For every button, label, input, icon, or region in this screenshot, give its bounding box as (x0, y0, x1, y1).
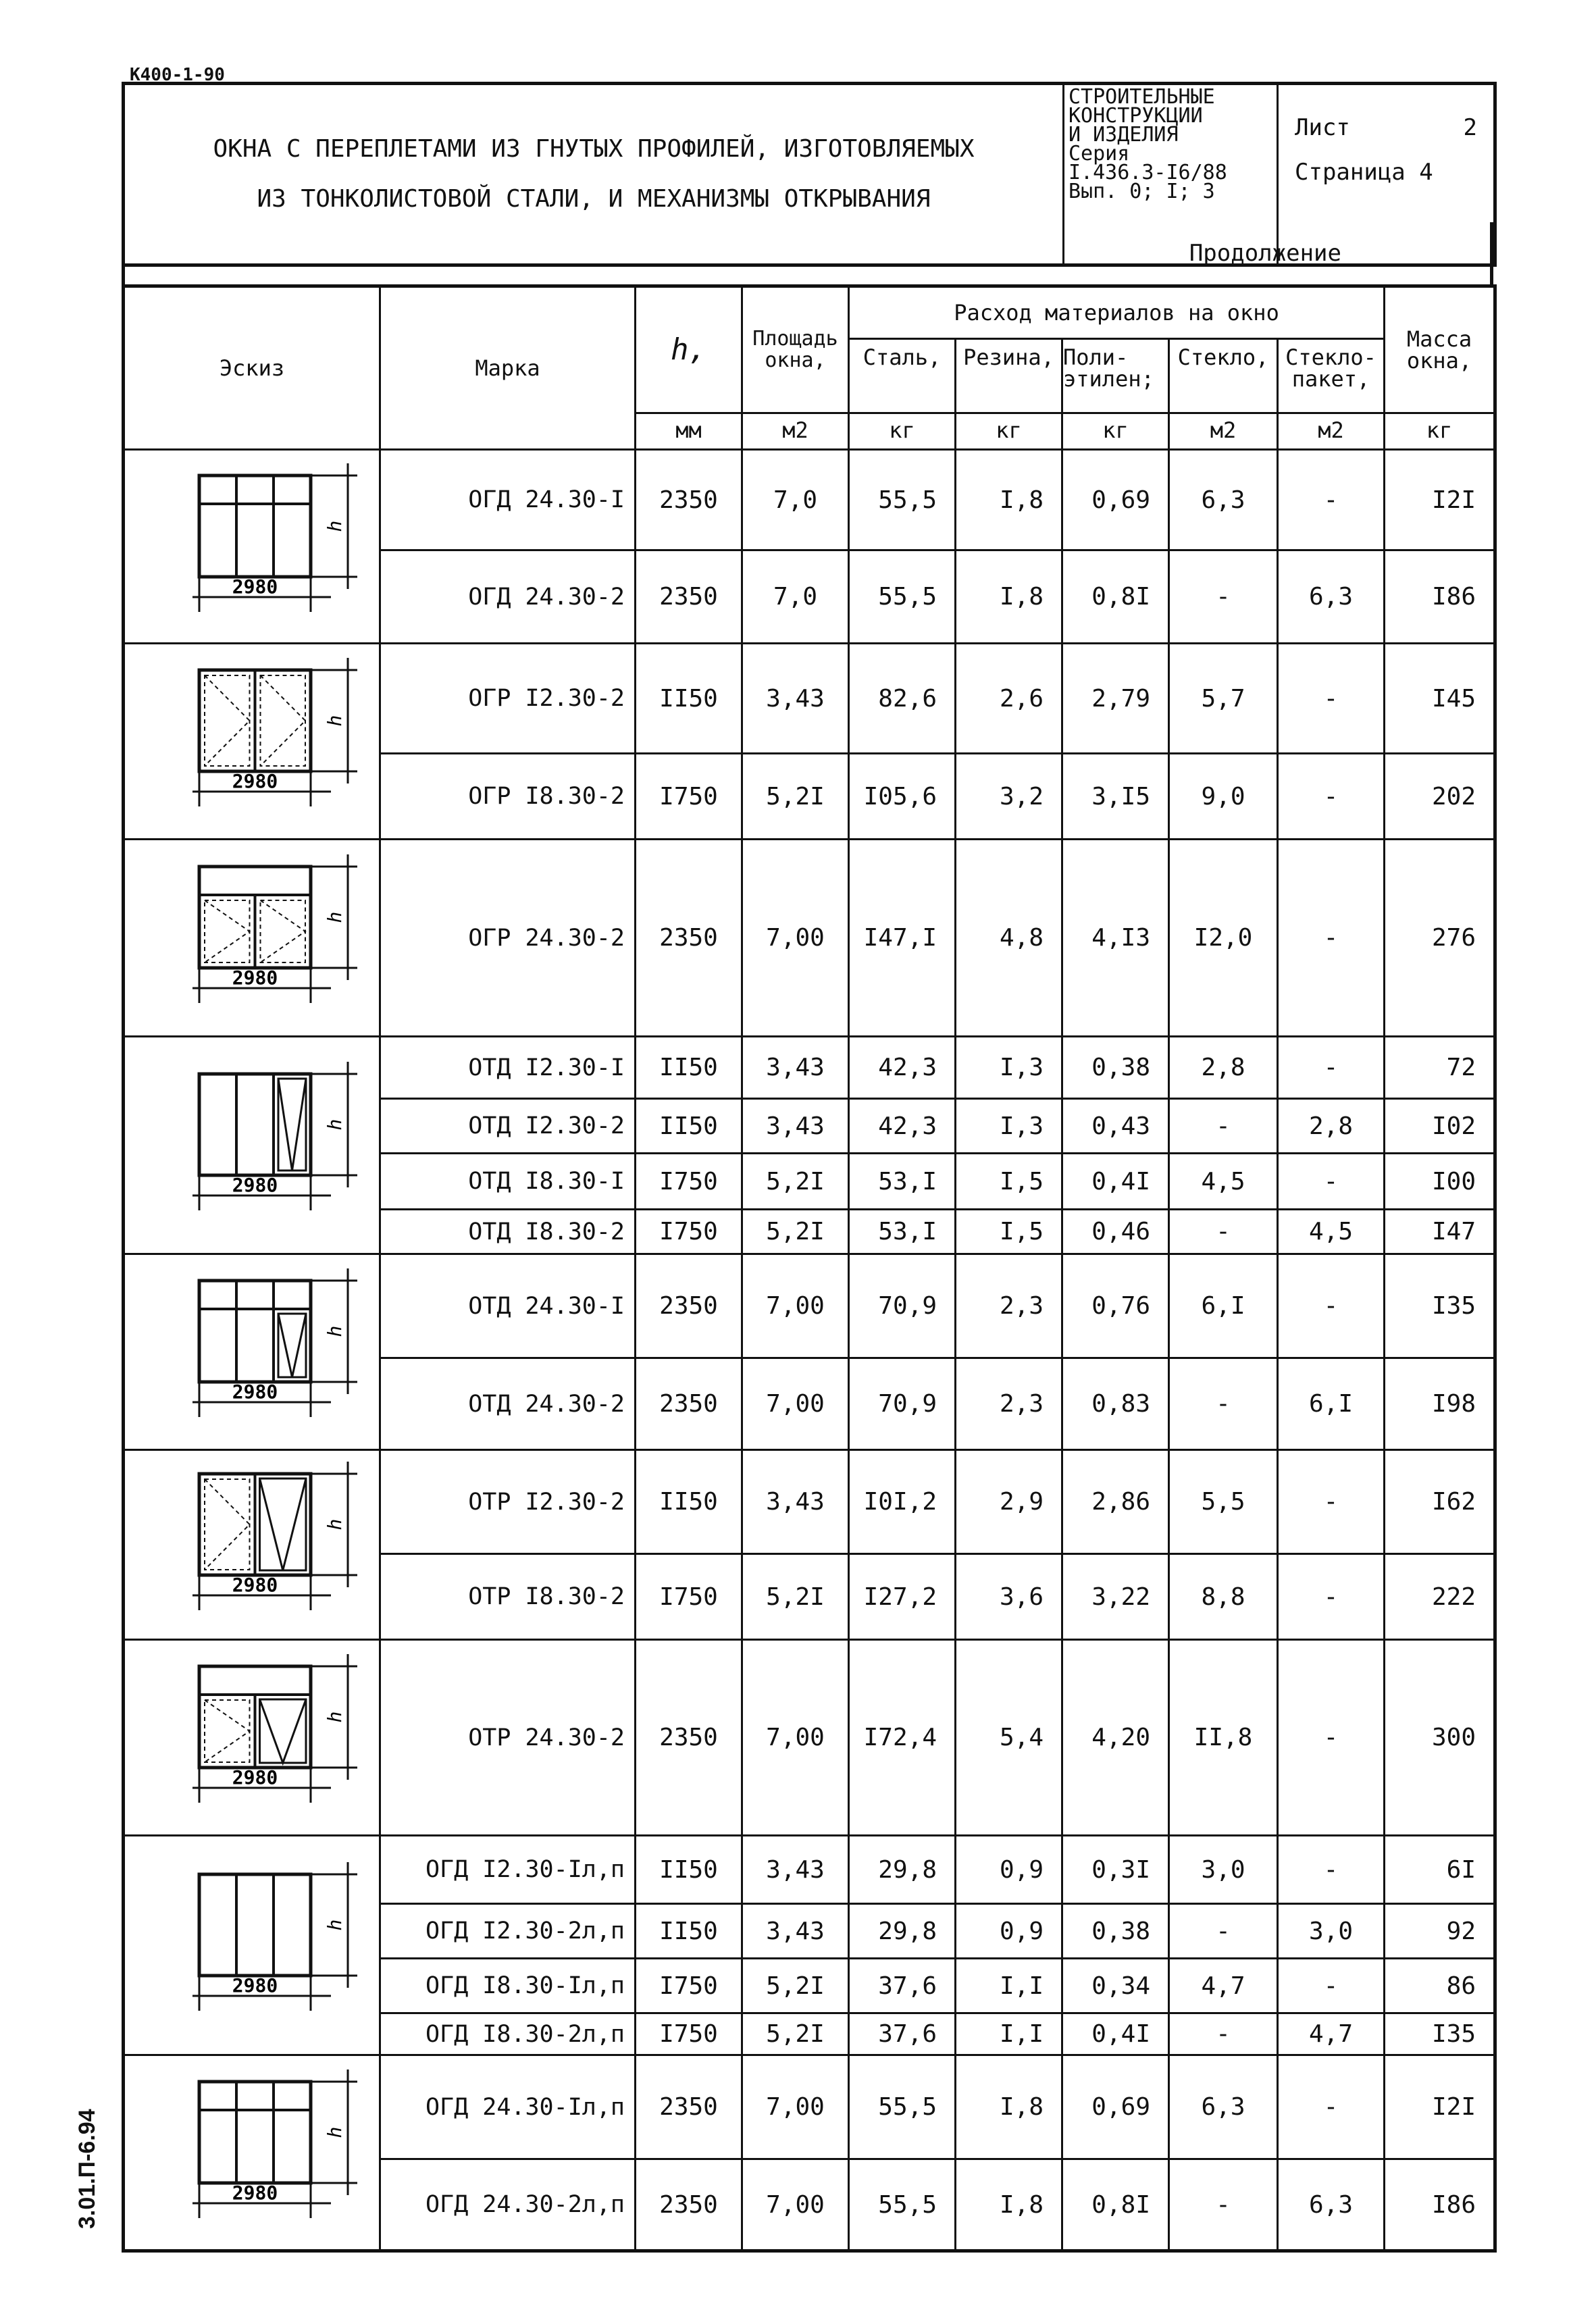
cell-area: 5,2I (742, 1210, 849, 1254)
cell-glazing-unit: - (1278, 754, 1385, 840)
cell-mass: I35 (1385, 1254, 1495, 1358)
cell-mass: 6I (1385, 1836, 1495, 1904)
sketch-cell (124, 2055, 380, 2251)
cell-mark: ОГД I8.30-2л,п (380, 2013, 636, 2055)
cell-mark: ОГР I2.30-2 (380, 644, 636, 754)
cell-h: I750 (636, 1210, 742, 1254)
header-steel: Сталь, (849, 339, 956, 413)
title-line-1: ОКНА С ПЕРЕПЛЕТАМИ ИЗ ГНУТЫХ ПРОФИЛЕЙ, ИЗГОТОВЛЯЕМЫХ (213, 135, 975, 163)
cell-steel: 55,5 (849, 2159, 956, 2251)
cell-glazing-unit: - (1278, 1554, 1385, 1640)
cell-glass: - (1169, 1099, 1278, 1154)
cell-mass: 222 (1385, 1554, 1495, 1640)
cell-h: 2350 (636, 2055, 742, 2159)
cell-area: 7,00 (742, 1254, 849, 1358)
cell-steel: 53,I (849, 1210, 956, 1254)
cell-polyethylene: 2,79 (1062, 644, 1169, 754)
cell-rubber: 3,2 (956, 754, 1062, 840)
cell-h: 2350 (636, 2159, 742, 2251)
cell-mark: ОТД 24.30-I (380, 1254, 636, 1358)
sketch-h-label: h (324, 2126, 346, 2138)
cell-mark: ОТР I8.30-2 (380, 1554, 636, 1640)
table-row (124, 1450, 1495, 1554)
cell-area: 5,2I (742, 1154, 849, 1210)
cell-glass: 9,0 (1169, 754, 1278, 840)
cell-steel: I0I,2 (849, 1450, 956, 1554)
cell-h: I750 (636, 1959, 742, 2013)
table-row (124, 1836, 1495, 1904)
cell-steel: 37,6 (849, 1959, 956, 2013)
cell-polyethylene: 3,22 (1062, 1554, 1169, 1640)
cell-mark: ОГД I2.30-2л,п (380, 1904, 636, 1959)
cell-glazing-unit: - (1278, 1254, 1385, 1358)
unit-kg: кг (849, 413, 956, 450)
header-materials: Расход материалов на окно (849, 286, 1385, 339)
cell-area: 5,2I (742, 1554, 849, 1640)
cell-polyethylene: 0,38 (1062, 1037, 1169, 1099)
sketch-cell (124, 1037, 380, 1254)
sketch-h-label: h (324, 911, 346, 923)
materials-table (122, 284, 1497, 2253)
sketch-cell (124, 1836, 380, 2055)
cell-glass: II,8 (1169, 1640, 1278, 1836)
sketch-h-label: h (324, 1711, 346, 1723)
cell-steel: 37,6 (849, 2013, 956, 2055)
sketch-cell (124, 1254, 380, 1450)
table-row (124, 2055, 1495, 2159)
unit-kg: кг (956, 413, 1062, 450)
series-line: Вып. 0; I; 3 (1069, 180, 1215, 203)
cell-mark: ОГД 24.30-2л,п (380, 2159, 636, 2251)
header-sketch: Эскиз (124, 286, 380, 450)
cell-area: 5,2I (742, 2013, 849, 2055)
cell-h: 2350 (636, 1640, 742, 1836)
cell-mass: I00 (1385, 1154, 1495, 1210)
cell-rubber: 0,9 (956, 1904, 1062, 1959)
window-3-transom-icon (125, 457, 382, 631)
cell-glazing-unit: - (1278, 1154, 1385, 1210)
sketch-width-label: 2980 (232, 1381, 278, 1403)
cell-glazing-unit: - (1278, 1959, 1385, 2013)
cell-mass: I62 (1385, 1450, 1495, 1554)
cell-glazing-unit: 6,3 (1278, 2159, 1385, 2251)
series-line: КОНСТРУКЦИИ (1069, 104, 1203, 128)
table-row (124, 1037, 1495, 1099)
sketch-cell (124, 1640, 380, 1836)
cell-mark: ОТД I8.30-I (380, 1154, 636, 1210)
cell-area: 7,00 (742, 2159, 849, 2251)
sketch-width-label: 2980 (232, 2181, 278, 2204)
cell-glazing-unit: - (1278, 1037, 1385, 1099)
cell-rubber: I,I (956, 2013, 1062, 2055)
continuation-row (122, 222, 1493, 284)
cell-mass: I35 (1385, 2013, 1495, 2055)
cell-polyethylene: 3,I5 (1062, 754, 1169, 840)
window-3-vent-icon (125, 1055, 382, 1229)
series-line: Серия (1069, 142, 1130, 165)
cell-glass: 5,5 (1169, 1450, 1278, 1554)
cell-mass: I47 (1385, 1210, 1495, 1254)
sketch-width-label: 2980 (232, 1974, 278, 1997)
cell-polyethylene: 0,83 (1062, 1358, 1169, 1450)
cell-glazing-unit: - (1278, 644, 1385, 754)
cell-h: 2350 (636, 1254, 742, 1358)
sheet-number: 2 (1463, 114, 1477, 141)
cell-steel: 82,6 (849, 644, 956, 754)
cell-steel: 55,5 (849, 2055, 956, 2159)
cell-h: II50 (636, 1450, 742, 1554)
cell-glass: 4,5 (1169, 1154, 1278, 1210)
sketch-width-label: 2980 (232, 1174, 278, 1196)
cell-glazing-unit: - (1278, 2055, 1385, 2159)
cell-steel: 55,5 (849, 550, 956, 644)
cell-polyethylene: 0,76 (1062, 1254, 1169, 1358)
cell-area: 7,0 (742, 550, 849, 644)
cell-rubber: I,8 (956, 450, 1062, 550)
cell-mass: I98 (1385, 1358, 1495, 1450)
cell-mark: ОГД 24.30-Iл,п (380, 2055, 636, 2159)
cell-area: 7,00 (742, 2055, 849, 2159)
cell-polyethylene: 0,3I (1062, 1836, 1169, 1904)
cell-h: I750 (636, 2013, 742, 2055)
cell-glass: 6,I (1169, 1254, 1278, 1358)
cell-area: 3,43 (742, 1099, 849, 1154)
cell-area: 3,43 (742, 644, 849, 754)
cell-area: 3,43 (742, 1450, 849, 1554)
page-label: Страница (1295, 159, 1406, 186)
cell-polyethylene: 0,34 (1062, 1959, 1169, 2013)
series-line: I.436.3-I6/88 (1069, 161, 1227, 184)
cell-glass: - (1169, 1210, 1278, 1254)
header-rubber: Резина, (956, 339, 1062, 413)
cell-glazing-unit: 2,8 (1278, 1099, 1385, 1154)
window-2-transom-dashed-icon (125, 848, 382, 1022)
cell-mark: ОГР I8.30-2 (380, 754, 636, 840)
sketch-width-label: 2980 (232, 1573, 278, 1596)
window-3-transom-vent-icon (125, 1262, 382, 1436)
cell-area: 7,00 (742, 1358, 849, 1450)
window-3-plain-icon (125, 1855, 382, 2030)
side-document-code: 3.01.П-6.94 (74, 2109, 100, 2229)
cell-steel: 42,3 (849, 1099, 956, 1154)
window-2-transom-dashed-vent-icon (125, 1647, 382, 1822)
cell-glazing-unit: 6,3 (1278, 550, 1385, 644)
sketch-width-label: 2980 (232, 1766, 278, 1789)
cell-mark: ОТД I2.30-I (380, 1037, 636, 1099)
cell-rubber: I,8 (956, 2159, 1062, 2251)
cell-rubber: 2,3 (956, 1254, 1062, 1358)
cell-rubber: 3,6 (956, 1554, 1062, 1640)
cell-h: II50 (636, 1836, 742, 1904)
window-2-dashed-icon (125, 651, 382, 825)
sketch-width-label: 2980 (232, 575, 278, 598)
cell-h: II50 (636, 1037, 742, 1099)
cell-rubber: 2,6 (956, 644, 1062, 754)
cell-mass: I86 (1385, 550, 1495, 644)
cell-h: II50 (636, 1904, 742, 1959)
cell-mark: ОГД I8.30-Iл,п (380, 1959, 636, 2013)
sketch-cell (124, 450, 380, 644)
cell-mass: I2I (1385, 2055, 1495, 2159)
header-glazing-unit: Стекло-пакет, (1278, 339, 1385, 413)
cell-glass: - (1169, 550, 1278, 644)
header-h: h, (636, 286, 742, 413)
cell-glazing-unit: - (1278, 1640, 1385, 1836)
header-mass: Масса окна, (1385, 286, 1495, 413)
cell-polyethylene: 0,4I (1062, 1154, 1169, 1210)
cell-h: I750 (636, 754, 742, 840)
sketch-width-label: 2980 (232, 770, 278, 792)
header-polyethylene: Поли-этилен; (1062, 339, 1169, 413)
cell-rubber: I,3 (956, 1037, 1062, 1099)
cell-steel: 29,8 (849, 1904, 956, 1959)
cell-glass: 5,7 (1169, 644, 1278, 754)
sketch-width-label: 2980 (232, 967, 278, 989)
unit-kg: кг (1385, 413, 1495, 450)
document-code: К400-1-90 (130, 65, 225, 85)
cell-glazing-unit: - (1278, 450, 1385, 550)
cell-rubber: I,3 (956, 1099, 1062, 1154)
cell-area: 7,0 (742, 450, 849, 550)
cell-rubber: I,8 (956, 2055, 1062, 2159)
cell-glass: 8,8 (1169, 1554, 1278, 1640)
unit-m2: м2 (742, 413, 849, 450)
cell-rubber: I,5 (956, 1154, 1062, 1210)
cell-glass: - (1169, 2013, 1278, 2055)
cell-steel: I47,I (849, 840, 956, 1037)
cell-rubber: 4,8 (956, 840, 1062, 1037)
cell-mark: ОГР 24.30-2 (380, 840, 636, 1037)
header-area: Площадь окна, (742, 286, 849, 413)
cell-mass: 300 (1385, 1640, 1495, 1836)
cell-h: 2350 (636, 450, 742, 550)
cell-steel: 42,3 (849, 1037, 956, 1099)
cell-glazing-unit: 4,7 (1278, 2013, 1385, 2055)
cell-h: I750 (636, 1554, 742, 1640)
cell-steel: 70,9 (849, 1358, 956, 1450)
cell-mark: ОТД I8.30-2 (380, 1210, 636, 1254)
cell-polyethylene: 2,86 (1062, 1450, 1169, 1554)
cell-polyethylene: 0,43 (1062, 1099, 1169, 1154)
cell-mark: ОГД 24.30-I (380, 450, 636, 550)
unit-mm: мм (636, 413, 742, 450)
cell-h: 2350 (636, 1358, 742, 1450)
cell-steel: 29,8 (849, 1836, 956, 1904)
cell-mark: ОТР I2.30-2 (380, 1450, 636, 1554)
cell-glass: 4,7 (1169, 1959, 1278, 2013)
cell-rubber: I,8 (956, 550, 1062, 644)
cell-steel: 53,I (849, 1154, 956, 1210)
cell-rubber: 2,3 (956, 1358, 1062, 1450)
header-glass: Стекло, (1169, 339, 1278, 413)
cell-h: II50 (636, 1099, 742, 1154)
cell-mark: ОГД I2.30-Iл,п (380, 1836, 636, 1904)
page-number: 4 (1419, 159, 1433, 186)
cell-mark: ОТД 24.30-2 (380, 1358, 636, 1450)
table-row (124, 450, 1495, 550)
cell-glazing-unit: - (1278, 1450, 1385, 1554)
table-row (124, 1640, 1495, 1836)
cell-mark: ОТР 24.30-2 (380, 1640, 636, 1836)
cell-polyethylene: 0,69 (1062, 2055, 1169, 2159)
series-line: И ИЗДЕЛИЯ (1069, 123, 1179, 147)
cell-mass: 72 (1385, 1037, 1495, 1099)
cell-area: 3,43 (742, 1037, 849, 1099)
window-3-transom-icon (125, 2063, 382, 2237)
cell-glazing-unit: - (1278, 840, 1385, 1037)
continuation-label: Продолжение (124, 222, 1492, 284)
cell-glass: - (1169, 2159, 1278, 2251)
title-line-2: ИЗ ТОНКОЛИСТОВОЙ СТАЛИ, И МЕХАНИЗМЫ ОТКРЫВАНИЯ (257, 185, 931, 213)
cell-polyethylene: 0,8I (1062, 2159, 1169, 2251)
cell-mass: 92 (1385, 1904, 1495, 1959)
cell-polyethylene: 0,4I (1062, 2013, 1169, 2055)
cell-glass: I2,0 (1169, 840, 1278, 1037)
cell-mark: ОТД I2.30-2 (380, 1099, 636, 1154)
header-mark: Марка (380, 286, 636, 450)
table-row (124, 1254, 1495, 1358)
table-row (124, 840, 1495, 1037)
cell-steel: I27,2 (849, 1554, 956, 1640)
cell-rubber: I,I (956, 1959, 1062, 2013)
cell-glass: 3,0 (1169, 1836, 1278, 1904)
sheet-label: Лист (1295, 114, 1350, 141)
cell-steel: 70,9 (849, 1254, 956, 1358)
sketch-h-label: h (324, 520, 346, 532)
cell-area: 5,2I (742, 754, 849, 840)
unit-m2: м2 (1278, 413, 1385, 450)
cell-polyethylene: 4,20 (1062, 1640, 1169, 1836)
sketch-h-label: h (324, 1919, 346, 1930)
cell-mass: I02 (1385, 1099, 1495, 1154)
sketch-h-label: h (324, 1119, 346, 1131)
cell-mass: 202 (1385, 754, 1495, 840)
window-2-dashed-vent-icon (125, 1455, 382, 1629)
cell-rubber: I,5 (956, 1210, 1062, 1254)
cell-area: 7,00 (742, 840, 849, 1037)
cell-glass: - (1169, 1358, 1278, 1450)
unit-kg: кг (1062, 413, 1169, 450)
sketch-h-label: h (324, 1325, 346, 1337)
cell-mass: I45 (1385, 644, 1495, 754)
cell-glazing-unit: 3,0 (1278, 1904, 1385, 1959)
cell-glass: 6,3 (1169, 450, 1278, 550)
cell-rubber: 2,9 (956, 1450, 1062, 1554)
sketch-h-label: h (324, 1518, 346, 1530)
cell-steel: I05,6 (849, 754, 956, 840)
cell-h: 2350 (636, 840, 742, 1037)
sketch-cell (124, 644, 380, 840)
cell-h: 2350 (636, 550, 742, 644)
cell-polyethylene: 4,I3 (1062, 840, 1169, 1037)
sketch-cell (124, 1450, 380, 1640)
cell-h: II50 (636, 644, 742, 754)
cell-steel: 55,5 (849, 450, 956, 550)
series-line: СТРОИТЕЛЬНЫЕ (1069, 85, 1215, 109)
cell-mass: 86 (1385, 1959, 1495, 2013)
cell-rubber: 5,4 (956, 1640, 1062, 1836)
cell-h: I750 (636, 1154, 742, 1210)
cell-area: 3,43 (742, 1904, 849, 1959)
cell-mark: ОГД 24.30-2 (380, 550, 636, 644)
cell-glass: 2,8 (1169, 1037, 1278, 1099)
cell-glass: - (1169, 1904, 1278, 1959)
cell-polyethylene: 0,8I (1062, 550, 1169, 644)
cell-area: 7,00 (742, 1640, 849, 1836)
cell-mass: 276 (1385, 840, 1495, 1037)
cell-glass: 6,3 (1169, 2055, 1278, 2159)
cell-area: 3,43 (742, 1836, 849, 1904)
cell-glazing-unit: - (1278, 1836, 1385, 1904)
cell-area: 5,2I (742, 1959, 849, 2013)
cell-polyethylene: 0,69 (1062, 450, 1169, 550)
table-row (124, 644, 1495, 754)
cell-glazing-unit: 6,I (1278, 1358, 1385, 1450)
cell-steel: I72,4 (849, 1640, 956, 1836)
sketch-cell (124, 840, 380, 1037)
unit-m2: м2 (1169, 413, 1278, 450)
cell-polyethylene: 0,46 (1062, 1210, 1169, 1254)
cell-mass: I2I (1385, 450, 1495, 550)
cell-glazing-unit: 4,5 (1278, 1210, 1385, 1254)
cell-rubber: 0,9 (956, 1836, 1062, 1904)
cell-polyethylene: 0,38 (1062, 1904, 1169, 1959)
sketch-h-label: h (324, 715, 346, 727)
cell-mass: I86 (1385, 2159, 1495, 2251)
